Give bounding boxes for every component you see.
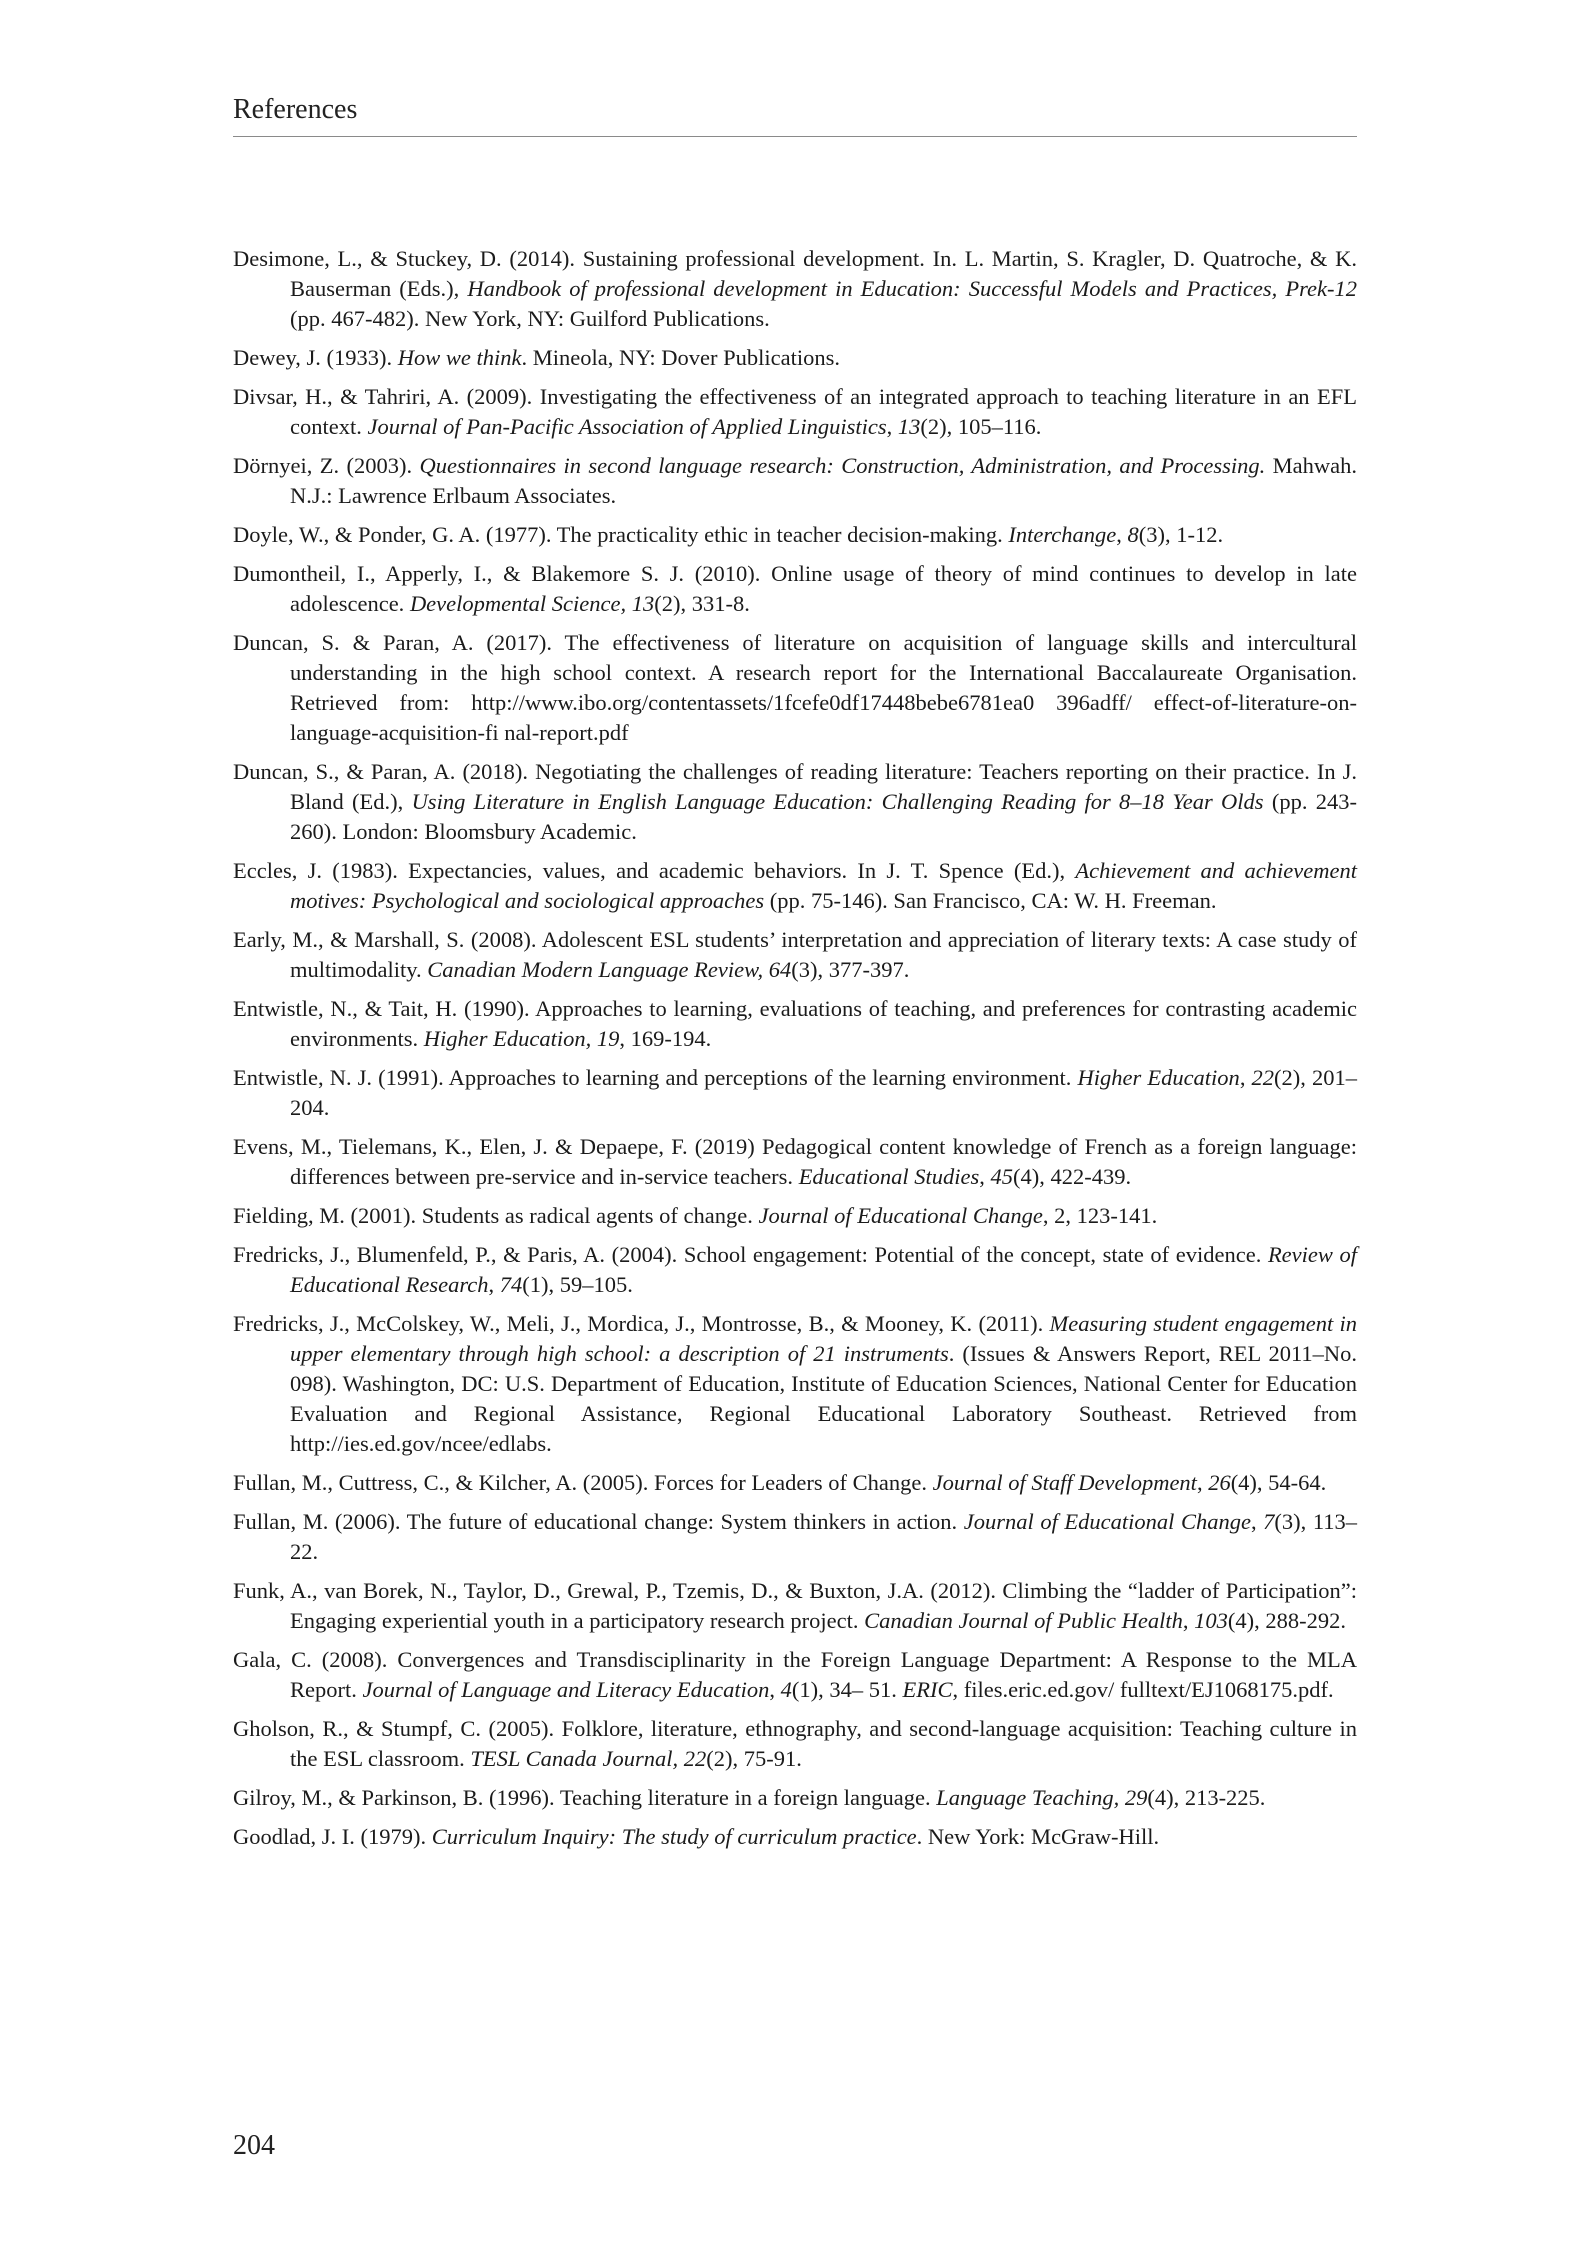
reference-entry [233, 856, 1357, 916]
reference-italic-text: Higher Education [1077, 1065, 1240, 1090]
reference-entry [233, 559, 1357, 619]
reference-text: Desimone, L., & Stuckey, D. (2014). Sustaining professional development. In. L. Martin, S. Kragler, D. Quatroche, & K. Bauserman (Eds.), [233, 246, 1357, 301]
reference-entry [233, 757, 1357, 847]
reference-entry [233, 925, 1357, 985]
reference-italic-text: Handbook of professional development in Education: Successful Models and Practices, Prek-12 [467, 276, 1357, 301]
reference-italic-text: How we think [397, 345, 522, 370]
reference-text: (3), 377-397. [791, 957, 910, 982]
reference-italic-text: Journal of Pan-Pacific Association of Applied Linguistics [367, 414, 887, 439]
reference-italic-text: Measuring student engagement in upper elementary through high school: a description of 21 instruments [290, 1311, 1357, 1366]
reference-text: Evens, M., Tielemans, K., Elen, J. & Depaepe, F. (2019) Pedagogical content knowledge of French as a foreign language: differences between pre-service and in-service teachers. [233, 1134, 1357, 1189]
reference-italic-text: Review of Educational Research [290, 1242, 1357, 1297]
reference-italic-text: 8 [1127, 522, 1139, 547]
reference-italic-text: Canadian Modern Language Review, 64 [427, 957, 792, 982]
reference-text: , [886, 414, 898, 439]
reference-italic-text: Interchange [1008, 522, 1117, 547]
reference-text: , [979, 1164, 991, 1189]
reference-text: (3), 113–22. [290, 1509, 1358, 1564]
reference-text: (1), 34– 51. [791, 1677, 903, 1702]
reference-text: (4), 54-64. [1230, 1470, 1327, 1495]
page-number: 204 [233, 2130, 275, 2161]
reference-italic-text: Curriculum Inquiry: The study of curriculum practice [431, 1824, 917, 1849]
reference-text: (pp. 243-260). London: Bloomsbury Academic. [290, 789, 1357, 844]
reference-text: (4), 213-225. [1147, 1785, 1266, 1810]
reference-text: , [488, 1272, 500, 1297]
reference-text: Dumontheil, I., Apperly, I., & Blakemore S. J. (2010). Online usage of theory of mind continues to develop in late adolescence. [233, 561, 1357, 616]
reference-text: Entwistle, N., & Tait, H. (1990). Approaches to learning, evaluations of teaching, and preferences for contrasting academic environments. [233, 996, 1357, 1051]
reference-text: Fullan, M. (2006). The future of educational change: System thinkers in action. [233, 1509, 964, 1534]
reference-text: , [1196, 1470, 1209, 1495]
reference-text: (4), 288-292. [1227, 1608, 1346, 1633]
reference-text: Divsar, H., & Tahriri, A. (2009). Investigating the effectiveness of an integrated approach to teaching literature in an EFL context. [233, 384, 1357, 439]
reference-italic-text: TESL Canada Journal, 22 [470, 1746, 707, 1771]
reference-text: Gilroy, M., & Parkinson, B. (1996). Teaching literature in a foreign language. [233, 1785, 937, 1810]
reference-italic-text: 26 [1208, 1470, 1231, 1495]
reference-text: Gala, C. (2008). Convergences and Transdisciplinarity in the Foreign Language Department: A Response to the MLA Report. [233, 1647, 1357, 1702]
reference-italic-text: Developmental Science, 13 [409, 591, 655, 616]
reference-text: . (Issues & Answers Report, REL 2011–No. 098). Washington, DC: U.S. Department of Education, Institute of Education Sciences, National Center for Education Evaluation and Regional Assistance, Regional Educational Laboratory Southeast. Retrieved from http://ies.ed.gov/ncee/edlabs. [290, 1341, 1357, 1456]
reference-italic-text: ERIC [902, 1677, 953, 1702]
reference-text: (2), 331-8. [654, 591, 750, 616]
reference-italic-text: 13 [897, 414, 921, 439]
reference-text: (2), 105–116. [920, 414, 1042, 439]
reference-entry [233, 1468, 1357, 1498]
reference-italic-text: Higher Education, 19 [423, 1026, 620, 1051]
reference-italic-text: Educational Studies [798, 1164, 980, 1189]
reference-text: Doyle, W., & Ponder, G. A. (1977). The practicality ethic in teacher decision-making. [233, 522, 1009, 547]
reference-entry [233, 1645, 1357, 1705]
reference-text: Duncan, S., & Paran, A. (2018). Negotiating the challenges of reading literature: Teachers reporting on their practice. In J. Bland (Ed.), [233, 759, 1357, 814]
reference-text: Goodlad, J. I. (1979). [233, 1824, 432, 1849]
reference-text: . Mineola, NY: Dover Publications. [521, 345, 841, 370]
reference-text: Duncan, S. & Paran, A. (2017). The effectiveness of literature on acquisition of language skills and intercultural understanding in the high school context. A research report for the International Baccalaureate Organisation. Retrieved from: http://www.ibo.org/contentassets/1fcefe0df17448bebe6781ea0 396adff/ effect-of-literature-on-language-acquisition-fi nal-report.pdf [233, 630, 1357, 745]
reference-entry [233, 382, 1357, 442]
reference-entry [233, 1309, 1357, 1459]
reference-italic-text: 22 [1251, 1065, 1275, 1090]
reference-italic-text: Journal of Language and Literacy Education [362, 1677, 770, 1702]
reference-text: (2), 201–204. [290, 1065, 1357, 1120]
reference-entry [233, 1822, 1357, 1852]
reference-text: Eccles, J. (1983). Expectancies, values, and academic behaviors. In J. T. Spence (Ed.), [233, 858, 1076, 883]
reference-text: Dewey, J. (1933). [233, 345, 398, 370]
header-divider [233, 136, 1357, 137]
reference-text: , [1250, 1509, 1264, 1534]
reference-list [233, 244, 1357, 1861]
reference-entry [233, 451, 1357, 511]
reference-entry [233, 343, 1357, 373]
reference-italic-text: Journal of Educational Change [758, 1203, 1043, 1228]
reference-italic-text: Questionnaires in second language research: Construction, Administration, and Processing. [419, 453, 1266, 478]
reference-italic-text: Journal of Staff Development [932, 1470, 1197, 1495]
reference-italic-text: 7 [1263, 1509, 1275, 1534]
reference-text: Fullan, M., Cuttress, C., & Kilcher, A. (2005). Forces for Leaders of Change. [233, 1470, 933, 1495]
reference-text: Funk, A., van Borek, N., Taylor, D., Grewal, P., Tzemis, D., & Buxton, J.A. (2012). Climbing the “ladder of Participation”: Engaging experiential youth in a participatory research project. [233, 1578, 1357, 1633]
reference-entry [233, 1507, 1357, 1567]
reference-entry [233, 628, 1357, 748]
reference-italic-text: 103 [1194, 1608, 1228, 1633]
reference-text: Fredricks, J., Blumenfeld, P., & Paris, A. (2004). School engagement: Potential of the concept, state of evidence. [233, 1242, 1268, 1267]
reference-entry [233, 244, 1357, 334]
reference-italic-text: Journal of Educational Change [963, 1509, 1251, 1534]
reference-text: , [769, 1677, 781, 1702]
reference-text: , [1182, 1608, 1195, 1633]
reference-text: (pp. 75-146). San Francisco, CA: W. H. Freeman. [764, 888, 1217, 913]
reference-text: , 2, 123-141. [1042, 1203, 1158, 1228]
reference-entry [233, 1201, 1357, 1231]
reference-text: Fielding, M. (2001). Students as radical agents of change. [233, 1203, 759, 1228]
reference-entry [233, 1063, 1357, 1123]
reference-entry [233, 1783, 1357, 1813]
reference-entry [233, 994, 1357, 1054]
reference-text: , files.eric.ed.gov/ fulltext/EJ1068175.pdf. [952, 1677, 1334, 1702]
reference-italic-text: 45 [990, 1164, 1014, 1189]
reference-italic-text: 74 [499, 1272, 523, 1297]
reference-text: , [1239, 1065, 1252, 1090]
reference-entry [233, 1132, 1357, 1192]
reference-italic-text: Achievement and achievement motives: Psychological and sociological approaches [290, 858, 1357, 913]
reference-text: , [1116, 522, 1128, 547]
reference-text: Dörnyei, Z. (2003). [233, 453, 420, 478]
reference-text: (pp. 467-482). New York, NY: Guilford Publications. [290, 306, 770, 331]
reference-italic-text: Using Literature in English Language Education: Challenging Reading for 8–18 Year Olds [411, 789, 1264, 814]
reference-text: Gholson, R., & Stumpf, C. (2005). Folklore, literature, ethnography, and second-language acquisition: Teaching culture in the ESL classroom. [233, 1716, 1357, 1771]
reference-text: , 169-194. [619, 1026, 712, 1051]
reference-italic-text: Canadian Journal of Public Health [864, 1608, 1183, 1633]
reference-entry [233, 1240, 1357, 1300]
reference-text: Fredricks, J., McColskey, W., Meli, J., Mordica, J., Montrosse, B., & Mooney, K. (2011). [233, 1311, 1050, 1336]
reference-text: Entwistle, N. J. (1991). Approaches to learning and perceptions of the learning environment. [233, 1065, 1078, 1090]
reference-entry [233, 1576, 1357, 1636]
reference-italic-text: Language Teaching, 29 [936, 1785, 1148, 1810]
reference-text: Mahwah. N.J.: Lawrence Erlbaum Associates. [290, 453, 1357, 508]
reference-text: (4), 422-439. [1013, 1164, 1132, 1189]
reference-text: (1), 59–105. [522, 1272, 633, 1297]
reference-text: (3), 1-12. [1138, 522, 1224, 547]
reference-entry [233, 520, 1357, 550]
running-head-title: References [233, 94, 358, 125]
reference-text: Early, M., & Marshall, S. (2008). Adolescent ESL students’ interpretation and appreciation of literary texts: A case study of multimodality. [233, 927, 1357, 982]
reference-text: (2), 75-91. [706, 1746, 802, 1771]
reference-entry [233, 1714, 1357, 1774]
reference-text: . New York: McGraw-Hill. [916, 1824, 1160, 1849]
reference-italic-text: 4 [780, 1677, 792, 1702]
